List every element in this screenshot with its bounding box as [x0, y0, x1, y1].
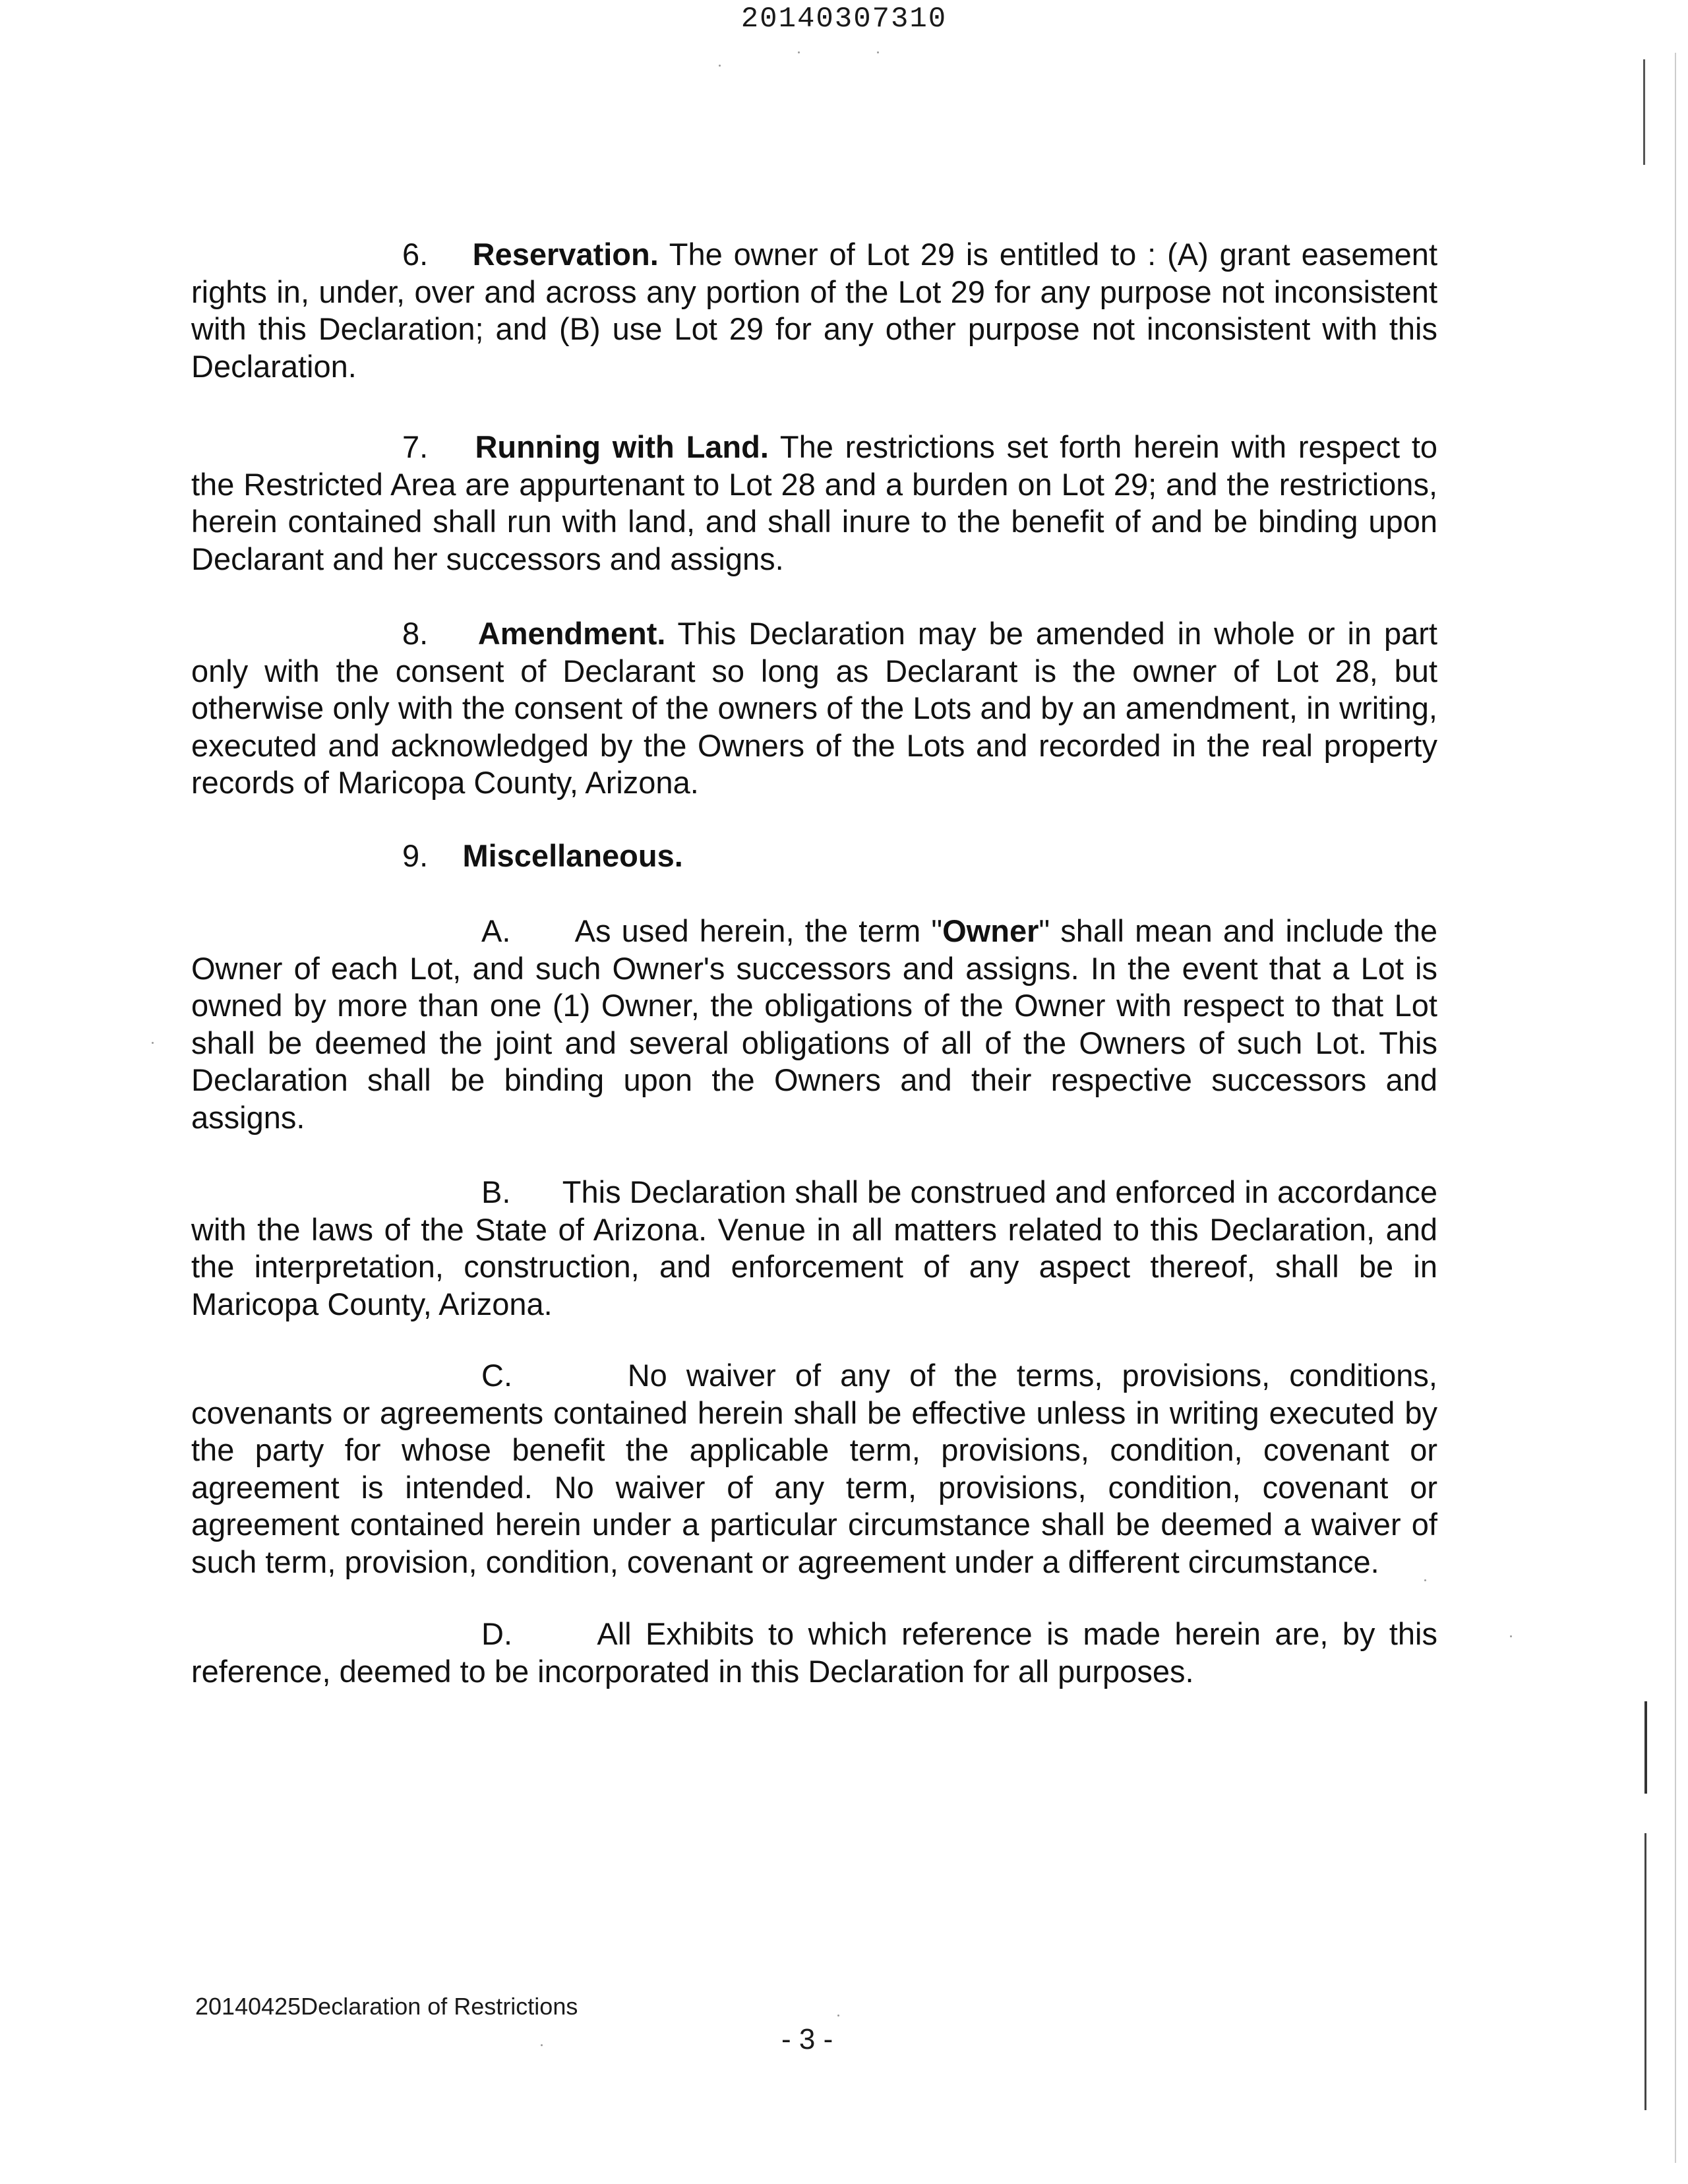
section-8-number: 8. — [402, 616, 429, 651]
footer-document-name: 20140425Declaration of Restrictions — [195, 1993, 578, 2020]
scan-artifact-line — [1644, 1833, 1646, 2110]
subsection-c — [191, 1357, 1437, 1581]
scan-artifact-line — [1675, 53, 1676, 2163]
subsection-d-text: All Exhibits to which reference is made herein are, by this reference, deemed to be incorporated in this Declaration for all purposes. — [191, 1616, 1437, 1689]
section-6-heading: Reservation. — [472, 237, 659, 272]
subsection-c-letter: C. — [481, 1358, 512, 1393]
recording-number: 20140307310 — [740, 3, 948, 36]
scan-dot — [798, 51, 800, 53]
scan-dot — [1424, 1579, 1426, 1581]
scan-dot — [837, 2015, 839, 2017]
subsection-c-text: No waiver of any of the terms, provisions, conditions, covenants or agreements contained herein shall be effective unless in writing executed by the party for whose benefit the applicable term, provisions, condition, covenant or agreement is intended. No waiver of any term, provisions, condition, covenant or agreement contained herein under a particular circumstance shall be deemed a waiver of such term, provision, condition, covenant or agreement under a different circumstance. — [191, 1358, 1437, 1579]
subsection-a-letter: A. — [481, 913, 511, 948]
section-8 — [191, 615, 1437, 802]
section-7-text: The restrictions set forth herein with respect to the Restricted Area are appurtenant to Lot 28 and a burden on Lot 29; and the restrictions, herein contained shall run with land, and shall inure to the benefit of and be binding upon Declarant and her successors and assigns. — [191, 429, 1438, 576]
scan-dot — [541, 2044, 543, 2046]
scan-dot — [1510, 1635, 1512, 1637]
section-8-text: This Declaration may be amended in whole or in part only with the consent of Declarant so long as Declarant is the owner of Lot 28, but otherwise only with the consent of the owners of the Lots and by an amendment, in writing, executed and acknowledged by the Owners of the Lots and recorded in the real property records of Maricopa County, Arizona. — [191, 616, 1437, 800]
subsection-d — [191, 1616, 1437, 1690]
section-6-text: The owner of Lot 29 is entitled to : (A) grant easement rights in, under, over and across any portion of the Lot 29 for any purpose not inconsistent with this Declaration; and (B) use Lot 29 for any other purpose not inconsistent with this Declaration. — [191, 237, 1437, 384]
scan-dot — [719, 65, 721, 67]
subsection-b — [191, 1174, 1437, 1323]
section-6-number: 6. — [402, 237, 429, 272]
section-8-heading: Amendment. — [477, 616, 666, 651]
section-7 — [191, 429, 1437, 578]
owner-term: Owner — [942, 913, 1039, 948]
section-9-heading: Miscellaneous. — [462, 838, 683, 873]
scan-dot — [877, 51, 879, 53]
footer-page-number: - 3 - — [781, 2023, 833, 2055]
subsection-b-text: This Declaration shall be construed and enforced in accordance with the laws of the State of Arizona. Venue in all matters related to this Declaration, and the interpretation, construction, and enforcement of any aspect thereof, shall be in Maricopa County, Arizona. — [191, 1174, 1438, 1321]
subsection-d-letter: D. — [481, 1616, 512, 1651]
subsection-a-text-before: As used herein, the term " — [574, 913, 943, 948]
section-9 — [191, 837, 1437, 875]
subsection-b-letter: B. — [481, 1174, 511, 1209]
scan-dot — [152, 1042, 154, 1044]
scan-artifact-line — [1643, 59, 1645, 165]
section-7-heading: Running with Land. — [475, 429, 769, 464]
subsection-a-text-after: " shall mean and include the Owner of each Lot, and such Owner's successors and assigns. In the event that a Lot is owned by more than one (1) Owner, the obligations of the Owner with respect to that Lot shall be deemed the joint and several obligations of all of the Owners of such Lot. This Declaration shall be binding upon the Owners and their respective successors and assigns. — [191, 913, 1437, 1135]
section-7-number: 7. — [402, 429, 429, 464]
section-6 — [191, 236, 1437, 385]
scan-artifact-line — [1644, 1701, 1647, 1794]
subsection-a — [191, 913, 1437, 1136]
section-9-number: 9. — [402, 838, 429, 873]
